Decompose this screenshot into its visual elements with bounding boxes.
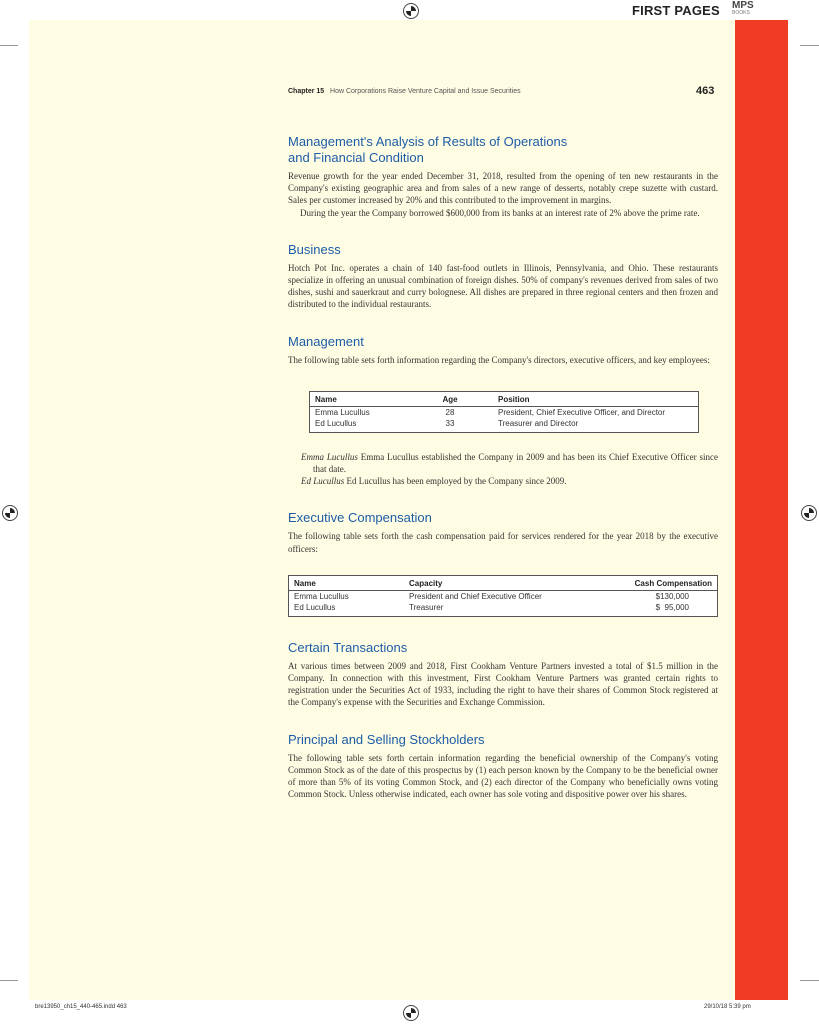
table-row bbox=[289, 590, 718, 602]
paragraph: During the year the Company borrowed $600,000 from its banks at an interest rate of 2% above the prime rate. bbox=[300, 207, 700, 218]
section-mgmt-analysis bbox=[288, 134, 718, 219]
page-number: 463 bbox=[696, 85, 715, 97]
bio-text: Ed Lucullus has been employed by the Company since 2009. bbox=[344, 476, 567, 487]
cell-name: Emma Lucullus bbox=[294, 591, 349, 601]
cell-name: Ed Lucullus bbox=[315, 418, 357, 428]
column-header-name: Name bbox=[310, 391, 421, 406]
trim-mark bbox=[800, 980, 819, 981]
section-heading: Certain Transactions bbox=[288, 639, 408, 655]
table-header-row bbox=[310, 391, 699, 406]
bio-name: Ed Lucullus bbox=[301, 476, 345, 487]
paragraph: The following table sets forth certain information regarding the beneficial ownership of the Company's voting Common Stock as of the date of this prospectus by (1) each person known by the Company to be the beneficial owner of more than 5% of its voting Common Stock, and (2) each director of the Company who beneficially owns voting Common Stock. Unless otherwise indicated, each owner has sole voting and dispositive power over his shares. bbox=[288, 752, 718, 800]
trim-mark bbox=[0, 45, 18, 46]
column-header-position: Position bbox=[480, 391, 699, 406]
heading-line-2: and Financial Condition bbox=[288, 150, 424, 165]
paragraph: At various times between 2009 and 2018, First Cookham Venture Partners invested a total of $1.5 million in the Company. In connection with this investment, First Cookham Venture Partners was granted certain rights to registration under the Securities Act of 1933, including the right to have their shares of Common Stock registered at the Company's expense with the Securities and Exchange Commission. bbox=[288, 660, 718, 708]
paragraph: Revenue growth for the year ended December 31, 2018, resulted from the opening of ten new restaurants in the Company's existing geographic area and from sales of a new range of desserts, notably crepe suzette with custard. Sales per customer increased by 20% and this contributed to the improvement in margins. bbox=[288, 171, 718, 206]
cell-name: Ed Lucullus bbox=[294, 602, 336, 612]
heading-line-1: Management's Analysis of Results of Operations bbox=[288, 134, 568, 149]
section-stockholders bbox=[288, 732, 718, 801]
trim-mark bbox=[0, 980, 18, 981]
section-executive-compensation bbox=[288, 510, 718, 616]
mps-logo-text: MPS bbox=[732, 0, 754, 11]
section-heading: Business bbox=[288, 241, 341, 257]
paragraph: The following table sets forth information regarding the Company's directors, executive officers, and key employees: bbox=[288, 354, 710, 365]
paragraph: The following table sets forth the cash compensation paid for services rendered for the year 2018 by the executive officers: bbox=[288, 531, 718, 554]
paragraph: Hotch Pot Inc. operates a chain of 140 fast-food outlets in Illinois, Pennsylvania, and Ohio. These restaurants specialize in offering an unusual combination of foreign dishes. 50% of company's revenues derived from sales of two dishes, sushi and sauerkraut and curry bolognese. All dishes are prepared in three regional centers and then frozen and distributed to the individual restaurants. bbox=[288, 262, 718, 310]
cell-name: Emma Lucullus bbox=[315, 407, 370, 417]
cell-position: Treasurer and Director bbox=[498, 418, 579, 428]
page-content bbox=[288, 134, 718, 800]
table-row bbox=[310, 418, 699, 433]
print-timestamp: 29/10/18 5:39 pm bbox=[704, 1004, 751, 1010]
cell-cash: $130,000 bbox=[655, 591, 689, 601]
section-heading: Executive Compensation bbox=[288, 510, 432, 526]
bio-paragraph bbox=[301, 451, 718, 475]
column-header-age: Age bbox=[420, 391, 480, 406]
section-heading: Management bbox=[288, 333, 364, 349]
table-row bbox=[310, 406, 699, 418]
bio-paragraph bbox=[301, 475, 718, 487]
section-heading bbox=[288, 134, 718, 166]
registration-mark-icon bbox=[801, 505, 817, 521]
cell-capacity: President and Chief Executive Officer bbox=[409, 591, 542, 601]
column-header-name: Name bbox=[289, 575, 405, 590]
cell-position: President, Chief Executive Officer, and Director bbox=[498, 407, 666, 417]
running-head bbox=[288, 88, 718, 95]
officer-bios bbox=[301, 451, 718, 488]
bleed-bar bbox=[735, 20, 788, 1000]
chapter-label: Chapter 15 bbox=[288, 88, 325, 95]
compensation-table bbox=[288, 575, 718, 617]
bio-name: Emma Lucullus bbox=[301, 451, 358, 462]
first-pages-label: FIRST PAGES bbox=[632, 3, 720, 18]
cell-age: 28 bbox=[445, 407, 455, 417]
table-row bbox=[289, 602, 718, 617]
section-certain-transactions bbox=[288, 640, 718, 709]
cell-age: 33 bbox=[445, 418, 455, 428]
trim-mark bbox=[800, 45, 819, 46]
registration-mark-icon bbox=[2, 505, 18, 521]
mps-logo bbox=[732, 1, 754, 16]
registration-mark-icon bbox=[403, 1005, 419, 1021]
registration-mark-icon bbox=[403, 3, 419, 19]
file-name: bre13950_ch15_440-465.indd 463 bbox=[35, 1004, 127, 1010]
section-heading: Principal and Selling Stockholders bbox=[288, 731, 485, 747]
mps-logo-sub: BOOKS bbox=[732, 10, 750, 16]
column-header-capacity: Capacity bbox=[404, 575, 598, 590]
column-header-cash: Cash Compensation bbox=[598, 575, 717, 590]
table-header-row bbox=[289, 575, 718, 590]
directors-table bbox=[309, 391, 699, 433]
chapter-title: How Corporations Raise Venture Capital and Issue Securities bbox=[330, 88, 521, 95]
cell-cash: $ 95,000 bbox=[655, 602, 689, 612]
section-business bbox=[288, 242, 718, 311]
section-management bbox=[288, 334, 718, 488]
bio-text: Emma Lucullus established the Company in 2009 and has been its Chief Executive Officer since that date. bbox=[313, 451, 718, 475]
cell-capacity: Treasurer bbox=[409, 602, 444, 612]
